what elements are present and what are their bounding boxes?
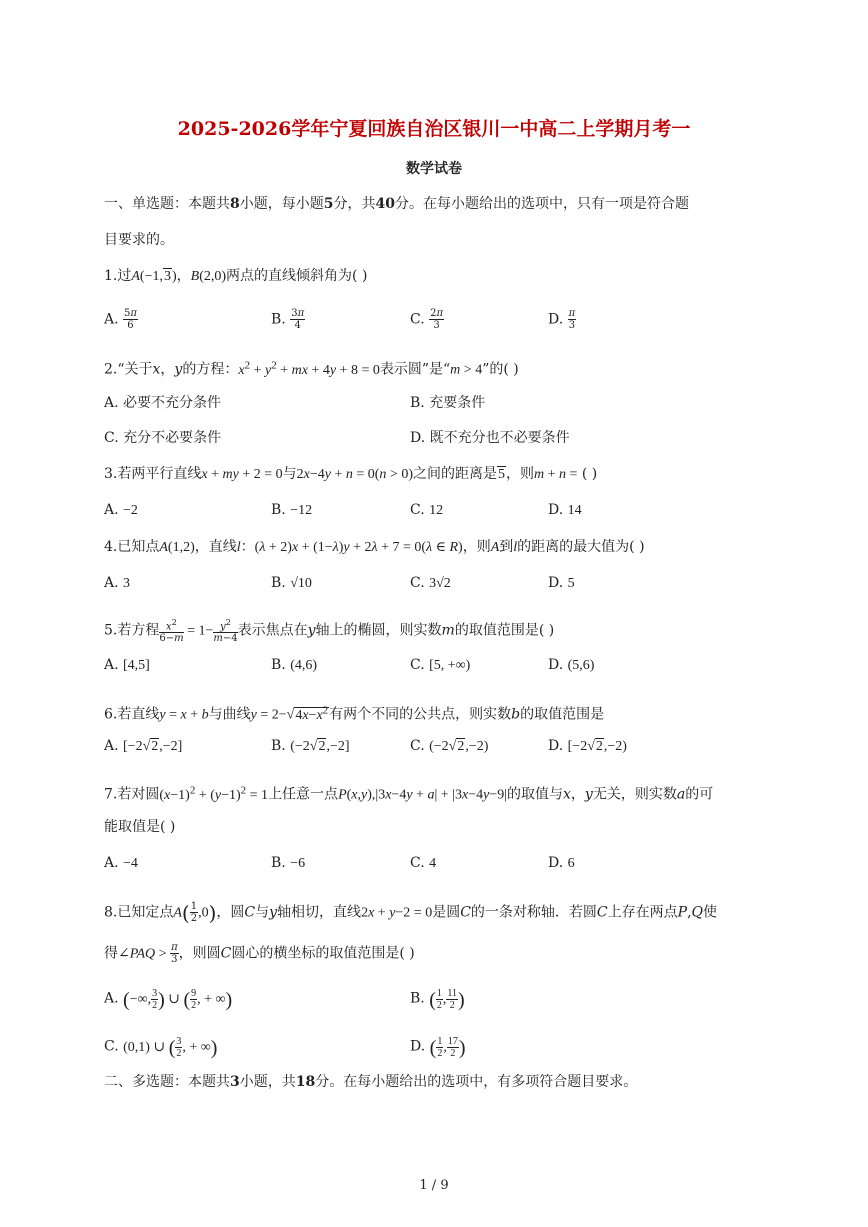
q8-option-b[interactable]: B. ( $\frac{1}{2}$ , $\frac{11}{2}$ ) — [410, 988, 465, 1011]
q7-option-a[interactable]: A. −4 — [104, 855, 138, 871]
q2-option-c[interactable]: C. 充分不必要条件 — [104, 430, 222, 446]
q5-option-c[interactable]: C. [5, +∞) — [410, 657, 471, 673]
q2-option-d[interactable]: D. 既不充分也不必要条件 — [410, 430, 570, 446]
q4-option-c[interactable]: C. 3√2 — [410, 575, 451, 591]
q3-option-c[interactable]: C. 12 — [410, 502, 444, 518]
q3-option-b[interactable]: B. −12 — [271, 502, 313, 518]
question-7: 7.若对圆$(x-1)^2 + (y-1)^2 = 1$上任意一点P(x,y),|3x−4y + a| + |3x−4y−9|的取值与x，y无关，则实数a的可 — [104, 784, 714, 803]
q5-option-a[interactable]: A. [4,5] — [104, 657, 150, 673]
section1-header-line2: 目要求的。 — [104, 232, 174, 248]
exam-subtitle: 数学试卷 — [406, 161, 462, 177]
q4-option-d[interactable]: D. 5 — [548, 575, 575, 591]
q6-option-a[interactable]: A. [−2√2,−2] — [104, 738, 183, 754]
q7-option-c[interactable]: C. 4 — [410, 855, 437, 871]
question-6: 6.若直线y = x + b与曲线$y = 2-√4x-x^2$有两个不同的公共点，则实数b的取值范围是 — [104, 704, 605, 723]
q1-option-c[interactable]: C. $\frac{2\pi}{3}$ — [410, 308, 444, 331]
q8-option-c[interactable]: C. (0,1) ∪ ( $\frac{3}{2}$ , + ∞) — [104, 1036, 218, 1059]
question-2: 2.“关于x，y的方程：$x^2 + y^2$ + mx + 4y + 8 = 0表示圆”是“m > 4”的( ) — [104, 359, 519, 378]
q7-option-d[interactable]: D. 6 — [548, 855, 575, 871]
q3-option-a[interactable]: A. −2 — [104, 502, 138, 518]
section1-header: 一、单选题：本题共8小题，每小题5分，共40分。在每小题给出的选项中，只有一项是符合题 — [104, 196, 689, 212]
q6-option-d[interactable]: D. [−2√2,−2) — [548, 738, 627, 754]
question-8: 8.已知定点A( $\frac{1}{2}$ ,0)，圆C与y轴相切，直线2x + y−2 = 0是圆C的一条对称轴．若圆C上存在两点P,Q使 — [104, 900, 717, 925]
q1-option-b[interactable]: B. $\frac{3\pi}{4}$ — [271, 308, 305, 331]
q4-option-b[interactable]: B. √10 — [271, 575, 312, 591]
q6-option-c[interactable]: C. (−2√2,−2) — [410, 738, 489, 754]
question-1: 1.过A(−1,3)，B(2,0)两点的直线倾斜角为( ) — [104, 268, 368, 284]
page-number: 1 / 9 — [419, 1178, 449, 1193]
q3-option-d[interactable]: D. 14 — [548, 502, 582, 518]
q5-option-b[interactable]: B. (4,6) — [271, 657, 318, 673]
q2-option-b[interactable]: B. 充要条件 — [410, 395, 486, 411]
q8-option-a[interactable]: A. (−∞, $\frac{3}{2}$ ) ∪ ( $\frac{9}{2}$ , + ∞) — [104, 988, 233, 1011]
question-3: 3.若两平行直线x + my + 2 = 0与2x−4y + n = 0(n > 0)之间的距离是5，则m + n = ( ) — [104, 466, 598, 482]
q4-option-a[interactable]: A. 3 — [104, 575, 131, 591]
q1-option-d[interactable]: D. $\frac{\pi}{3}$ — [548, 308, 576, 331]
exam-title: 2025-2026学年宁夏回族自治区银川一中高二上学期月考一 — [177, 118, 691, 140]
question-8-line2: 得∠PAQ > $\frac{\pi}{3}$ ，则圆C圆心的横坐标的取值范围是( ) — [104, 942, 415, 965]
question-5: 5.若方程 $\frac{x^2}{6-m}$ = 1− $\frac{y^2}{m-4}$ 表示焦点在y轴上的椭圆，则实数m的取值范围是( ) — [104, 617, 555, 645]
question-7-line2: 能取值是( ) — [104, 819, 176, 835]
q5-option-d[interactable]: D. (5,6) — [548, 657, 595, 673]
question-4: 4.已知点A(1,2)，直线l：(λ + 2)x + (1−λ)y + 2λ + 7 = 0(λ ∈ R)，则A到l的距离的最大值为( ) — [104, 539, 645, 555]
q6-option-b[interactable]: B. (−2√2,−2] — [271, 738, 350, 754]
q2-option-a[interactable]: A. 必要不充分条件 — [104, 395, 222, 411]
q8-option-d[interactable]: D. ( $\frac{1}{2}$ , $\frac{17}{2}$ ) — [410, 1036, 466, 1059]
q7-option-b[interactable]: B. −6 — [271, 855, 306, 871]
section2-header: 二、多选题：本题共3小题，共18分。在每小题给出的选项中，有多项符合题目要求。 — [104, 1074, 638, 1090]
q1-option-a[interactable]: A. $\frac{5\pi}{6}$ — [104, 308, 137, 331]
